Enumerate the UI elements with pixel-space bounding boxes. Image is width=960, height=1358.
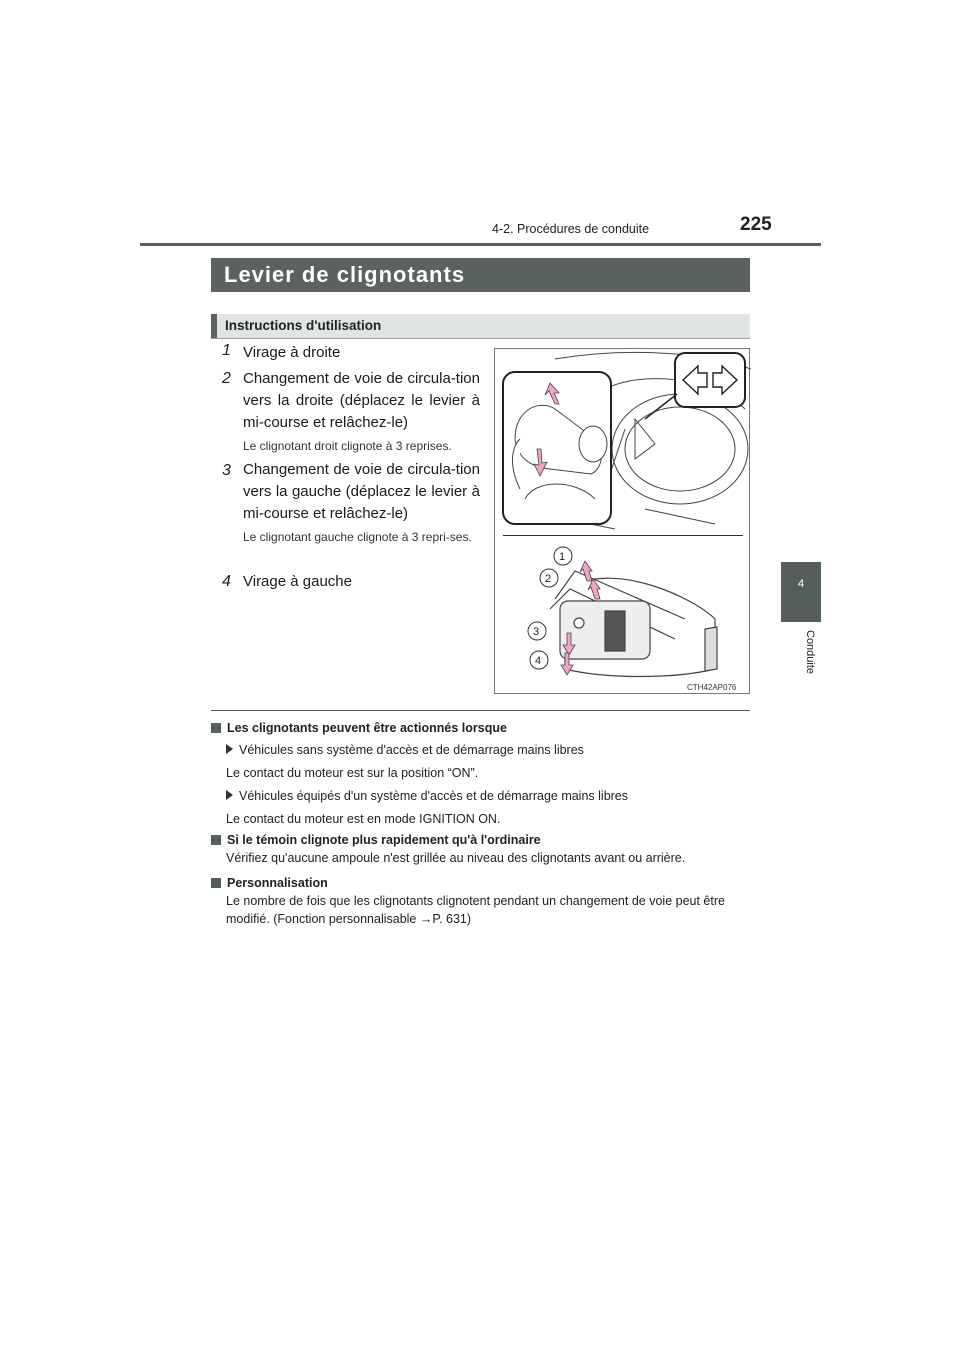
item-text-3: Changement de voie de circula-tion vers la gauche (déplacez le levier à mi-course et relâchez-le) bbox=[243, 461, 480, 522]
figure-divider bbox=[503, 535, 743, 536]
note-heading-3: Personnalisation bbox=[211, 874, 756, 892]
note-text-2: Vérifiez qu'aucune ampoule n'est grillée au niveau des clignotants avant ou arrière. bbox=[226, 851, 686, 865]
note-sub-2: Véhicules équipés d'un système d'accès et de démarrage mains libres bbox=[211, 787, 756, 805]
callout-4: 4 bbox=[535, 655, 542, 667]
chapter-tab-label: Conduite bbox=[804, 630, 816, 675]
item-text-2: Changement de voie de circula-tion vers la droite (déplacez le levier à mi-course et relâchez-le) bbox=[243, 370, 480, 431]
header-section-title: 4-2. Procédures de conduite bbox=[492, 222, 650, 236]
item-number-1: 1 bbox=[222, 342, 231, 359]
triangle-bullet-icon bbox=[226, 790, 233, 800]
item-number-3: 3 bbox=[222, 462, 231, 479]
note-text-1a: Le contact du moteur est sur la position “ON”. bbox=[226, 766, 479, 780]
square-bullet-icon bbox=[211, 723, 221, 733]
item-text-4: Virage à gauche bbox=[243, 573, 352, 590]
note-block-3 bbox=[211, 874, 756, 928]
callout-2: 2 bbox=[545, 573, 552, 585]
subsection-title: Instructions d'utilisation bbox=[225, 318, 382, 333]
turn-signal-illustration bbox=[494, 348, 750, 694]
item-note-3: Le clignotant gauche clignote à 3 repri-ses. bbox=[243, 530, 472, 544]
section-separator bbox=[211, 710, 750, 711]
chapter-tab: 4 bbox=[781, 562, 821, 622]
note-heading-1: Les clignotants peuvent être actionnés lorsque bbox=[211, 719, 756, 737]
item-text-1: Virage à droite bbox=[243, 344, 341, 361]
note-heading-2: Si le témoin clignote plus rapidement qu'à l'ordinaire bbox=[211, 831, 756, 849]
figure-code: CTH42AP076 bbox=[687, 683, 737, 692]
item-note-2: Le clignotant droit clignote à 3 reprises. bbox=[243, 439, 452, 453]
note-text-1b: Le contact du moteur est en mode IGNITION ON. bbox=[226, 812, 501, 826]
callout-1: 1 bbox=[559, 551, 566, 563]
turn-signal-lever-drawing bbox=[495, 349, 751, 695]
square-bullet-icon bbox=[211, 835, 221, 845]
page-title: Levier de clignotants bbox=[224, 262, 466, 287]
square-bullet-icon bbox=[211, 878, 221, 888]
note-text-3: Le nombre de fois que les clignotants clignotent pendant un changement de voie peut être modifié. (Fonction personnalisable →P. 631) bbox=[226, 894, 725, 926]
subsection-bar bbox=[211, 314, 750, 338]
callout-3: 3 bbox=[533, 626, 540, 638]
note-sub-1: Véhicules sans système d'accès et de démarrage mains libres bbox=[211, 741, 756, 759]
section-title-bar bbox=[211, 258, 750, 292]
item-number-2: 2 bbox=[222, 370, 231, 387]
note-block-1 bbox=[211, 719, 756, 828]
note-block-2 bbox=[211, 831, 756, 867]
triangle-bullet-icon bbox=[226, 744, 233, 754]
page-number: 225 bbox=[740, 214, 772, 235]
item-number-4: 4 bbox=[222, 573, 231, 590]
subsection-accent bbox=[211, 314, 217, 338]
subsection-rule bbox=[211, 338, 750, 339]
header-rule bbox=[140, 243, 821, 246]
